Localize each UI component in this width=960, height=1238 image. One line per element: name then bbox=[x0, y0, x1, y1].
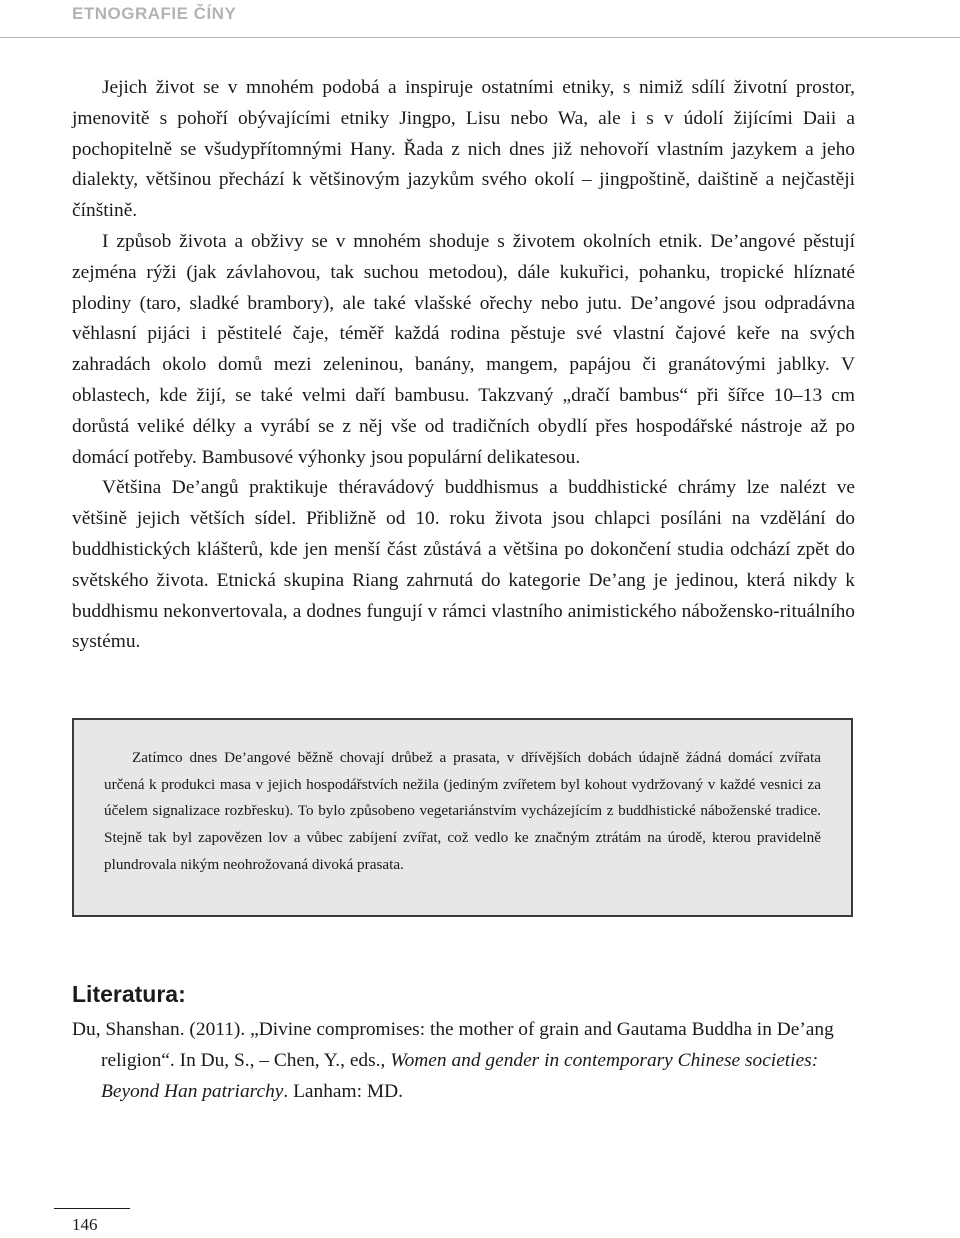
running-head: ETNOGRAFIE ČÍNY bbox=[72, 4, 237, 23]
page-number: 146 bbox=[72, 1215, 98, 1234]
reference-publisher: . Lanham: MD. bbox=[283, 1081, 403, 1102]
reference-article: „Divine compromises: the mother of grain and Gautama Buddha in De’ang religion“. In Du, S., – Chen, Y., eds., bbox=[101, 1019, 834, 1071]
reference-authors: Du, Shanshan. (2011). bbox=[72, 1019, 251, 1040]
info-box-text: Zatímco dnes De’angové běžně chovají drůbež a prasata, v dřívějších dobách údajně žádná domácí zvířata určená k produkci masa v jejich hospodářstvích nežila (jediným zvířetem byl kohout vydržovaný v každé vesnici za účelem signalizace rozbřesku). To bylo způsobeno vegetariánstvím vycházejícím z buddhistické náboženské tradice. Stejně tak byl zapovězen lov a vůbec zabíjení zvířat, což vedlo ke značným ztrátám na úrodě, kterou pravidelně plundrovala nikým neohrožovaná divoká prasata. bbox=[104, 749, 821, 873]
reference-entry bbox=[72, 1014, 862, 1107]
paragraph-2: I způsob života a obživy se v mnohém shoduje s životem okolních etnik. De’angové pěstují zejména rýži (jak závlahovou, tak suchou metodou), dále kukuřici, pohanku, tropické hlíznaté plodiny (taro, sladké brambory), ale také vlašské ořechy nebo jutu. De’angové jsou odpradávna věhlasní pijáci i pěstitelé čaje, téměř každá rodina pěstuje své vlastní čajové keře na svých zahradách okolo domů mezi zeleninou, banány, mangem, papájou či granátovými jablky. V oblastech, kde žijí, se také velmi daří bambusu. Takzvaný „dračí bambus“ při šířce 10–13 cm dorůstá veliké délky a vyrábí se z něj vše od tradičních obydlí přes hospodářské nástroje až po domácí potřeby. Bambusové výhonky jsou populární delikatesou. bbox=[72, 230, 855, 468]
info-box bbox=[72, 718, 853, 917]
paragraph-1: Jejich život se v mnohém podobá a inspiruje ostatními etniky, s nimiž sdílí životní prostor, jmenovitě s pohoří obývajícími etniky Jingpo, Lisu nebo Wa, ale i s v údolí žijícími Daii a pochopitelně se všudypřítomnými Hany. Řada z nich dnes již nehovoří vlastním jazykem a jeho dialekty, většinou přechází k většinovým jazykům svého okolí – jingpoštině, daištině a nejčastěji čínštině. bbox=[72, 77, 855, 222]
literature-heading: Literatura: bbox=[72, 981, 186, 1007]
footer-divider bbox=[54, 1208, 130, 1209]
reference-book-title: Women and gender in contemporary Chinese societies: Beyond Han patriarchy bbox=[101, 1050, 819, 1102]
header-divider bbox=[0, 37, 960, 38]
main-text bbox=[72, 73, 855, 658]
paragraph-3: Většina De’angů praktikuje théravádový buddhismus a buddhistické chrámy lze nalézt ve většině jejich větších sídel. Přibližně od 10. roku života jsou chlapci posíláni na vzdělání do buddhistických klášterů, kde jen menší část zůstává a většina po dokončení studia odchází zpět do světského života. Etnická skupina Riang zahrnutá do kategorie De’ang je jedinou, která nikdy k buddhismu nekonvertovala, a dodnes fungují v rámci vlastního animistického nábožensko-rituálního systému. bbox=[72, 477, 855, 653]
